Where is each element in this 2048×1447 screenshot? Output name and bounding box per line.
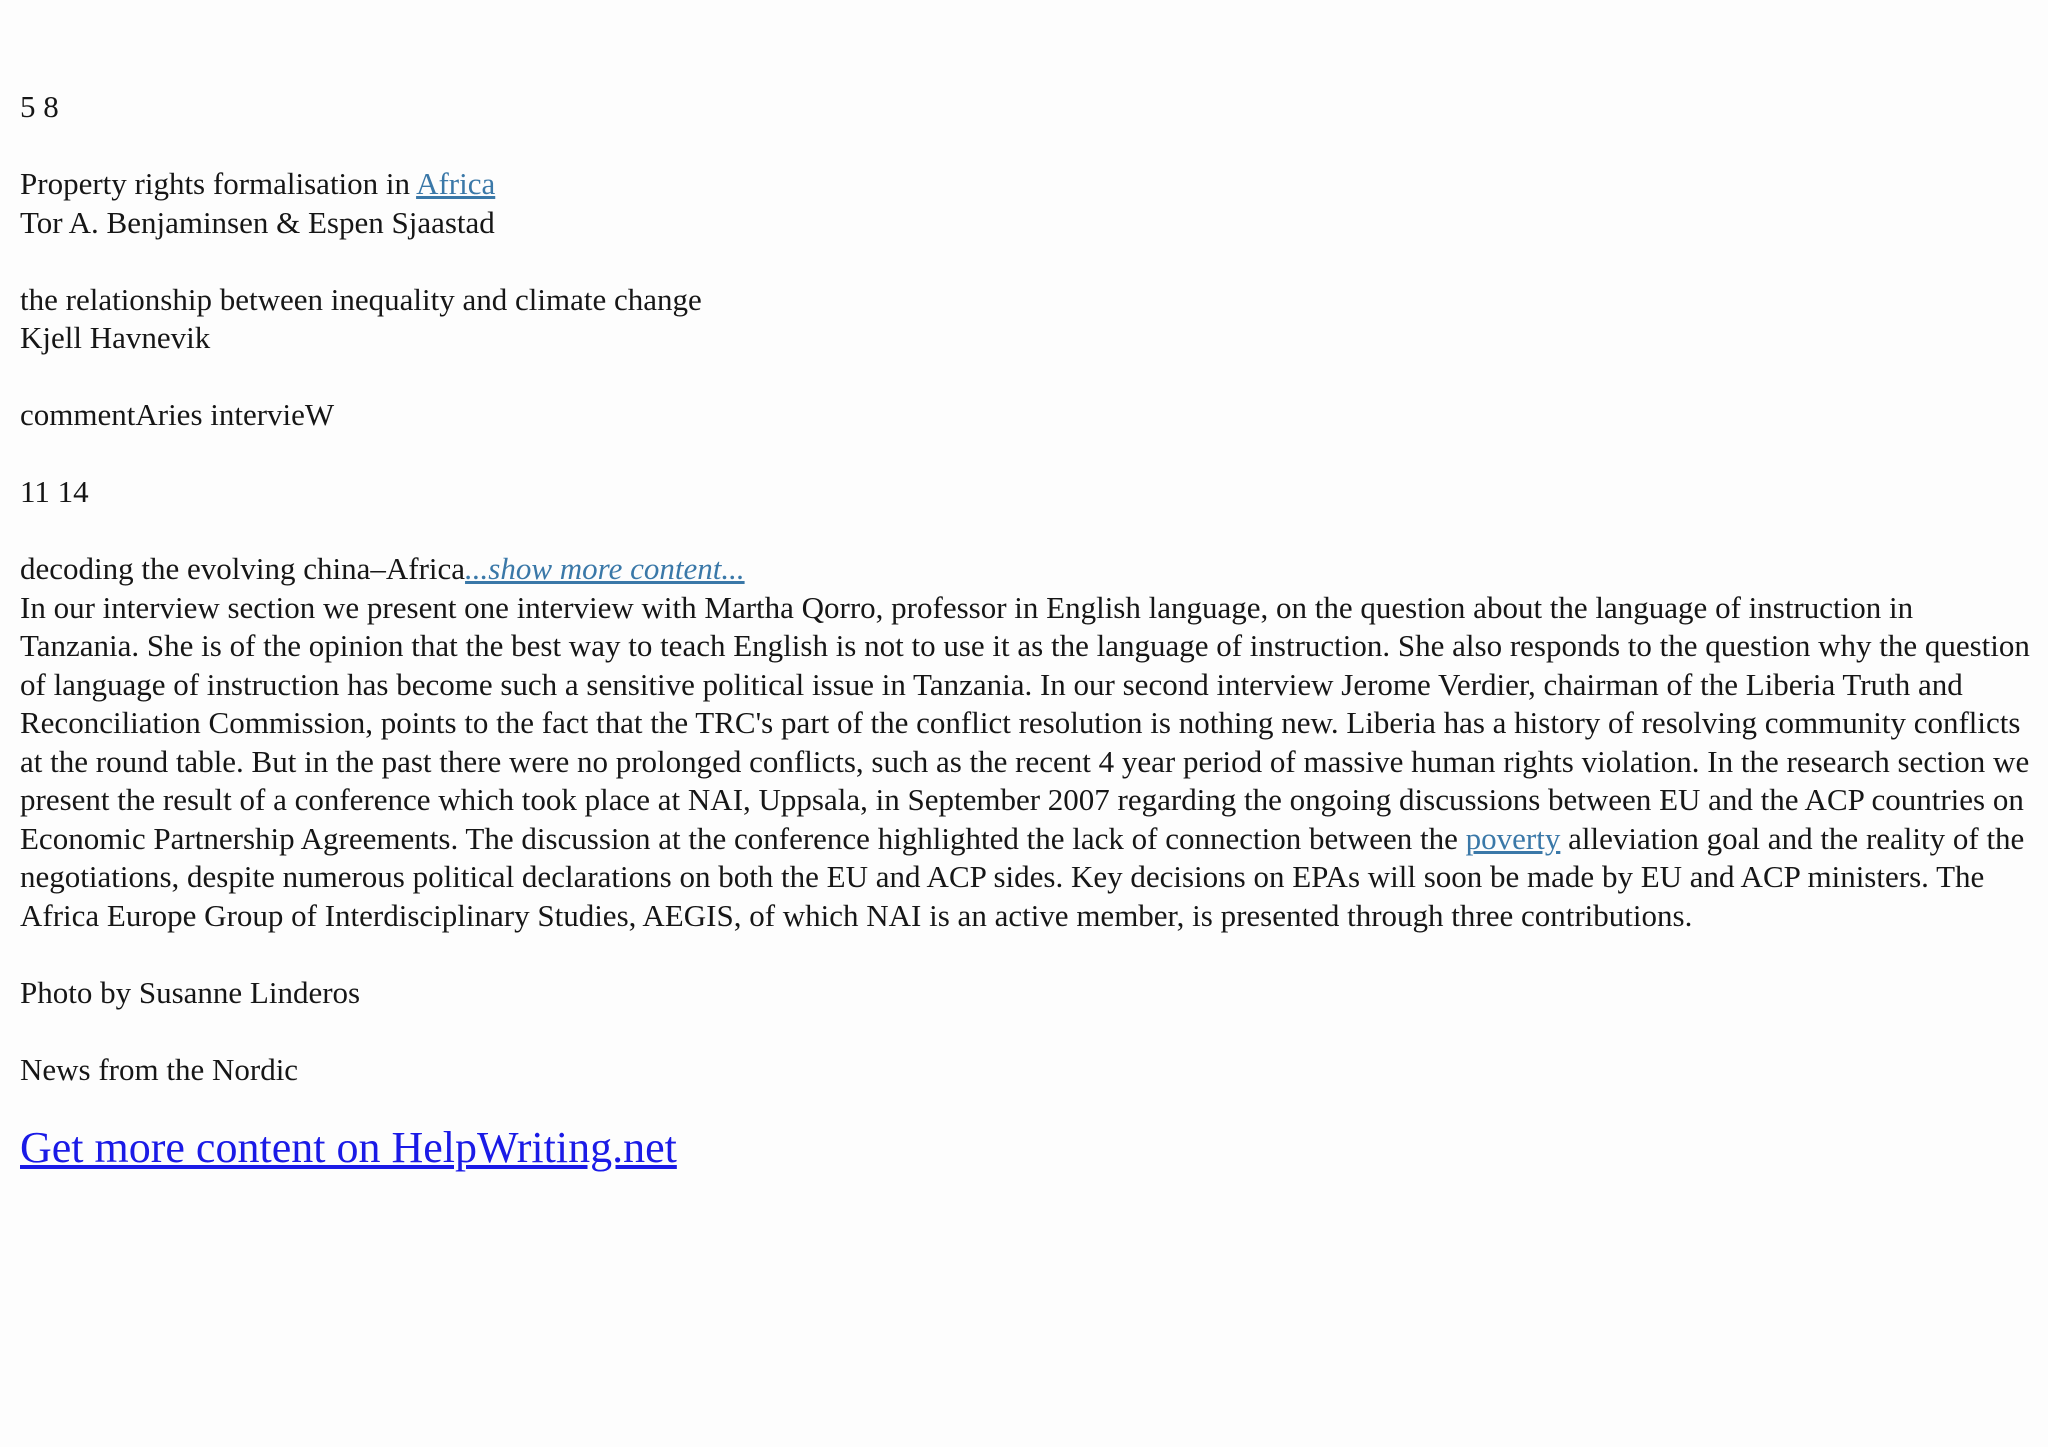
article-authors: Kjell Havnevik [20, 320, 211, 355]
section-label-commentaries: commentAries intervieW [20, 397, 335, 432]
get-more-content-link[interactable]: Get more content on HelpWriting.net [20, 1123, 677, 1172]
feature-title [20, 550, 2028, 589]
show-more-link[interactable]: ...show more content... [465, 551, 745, 586]
feature-title-text: decoding the evolving china–Africa [20, 551, 466, 586]
cta-container [20, 1122, 2028, 1174]
page-numbers-secondary: 11 14 [20, 474, 89, 509]
article-title-text: Property rights formalisation in [20, 166, 417, 201]
photo-credit: Photo by Susanne Linderos [20, 974, 361, 1010]
page-numbers: 5 8 [20, 89, 59, 124]
article-title-inequality: the relationship between inequality and climate change [20, 281, 702, 317]
body-paragraph [20, 589, 2030, 936]
body-text-part1: In our interview section we present one interview with Martha Qorro, professor in English language, on the question about the language of instruction in Tanzania. She is of the opinion that the best way to teach English is not to use it as the language of instruction. She also responds to the question why the question of language of instruction has become such a sensitive political issue in Tanzania. In our second interview Jerome Verdier, chairman of the Liberia Truth and Reconciliation Commission, points to the fact that the TRC's part of the conflict resolution is nothing new. Liberia has a history of resolving community conflicts at the round table. But in the past there were no prolonged conflicts, such as the recent 4 year period of massive human rights violation. In the research section we present the result of a conference which took place at NAI, Uppsala, in September 2007 regarding the ongoing discussions between EU and the ACP countries on Economic Partnership Agreements. The discussion at the conference highlighted the lack of connection between the [20, 589, 2030, 856]
body-text-part2: alleviation goal and the reality of the negotiations, despite numerous political declarations on both the EU and ACP sides. Key decisions on EPAs will soon be made by EU and ACP ministers. The Africa Europe Group of Interdisciplinary Studies, AEGIS, of which NAI is an active member, is presented through three contributions. [20, 820, 2025, 933]
poverty-link[interactable]: poverty [1465, 820, 1561, 856]
article-title-property-rights [20, 165, 2028, 204]
publication-name: News from the Nordic [20, 1051, 299, 1087]
article-authors: Tor A. Benjaminsen & Espen Sjaastad [20, 204, 495, 240]
africa-link[interactable]: Africa [416, 166, 496, 201]
